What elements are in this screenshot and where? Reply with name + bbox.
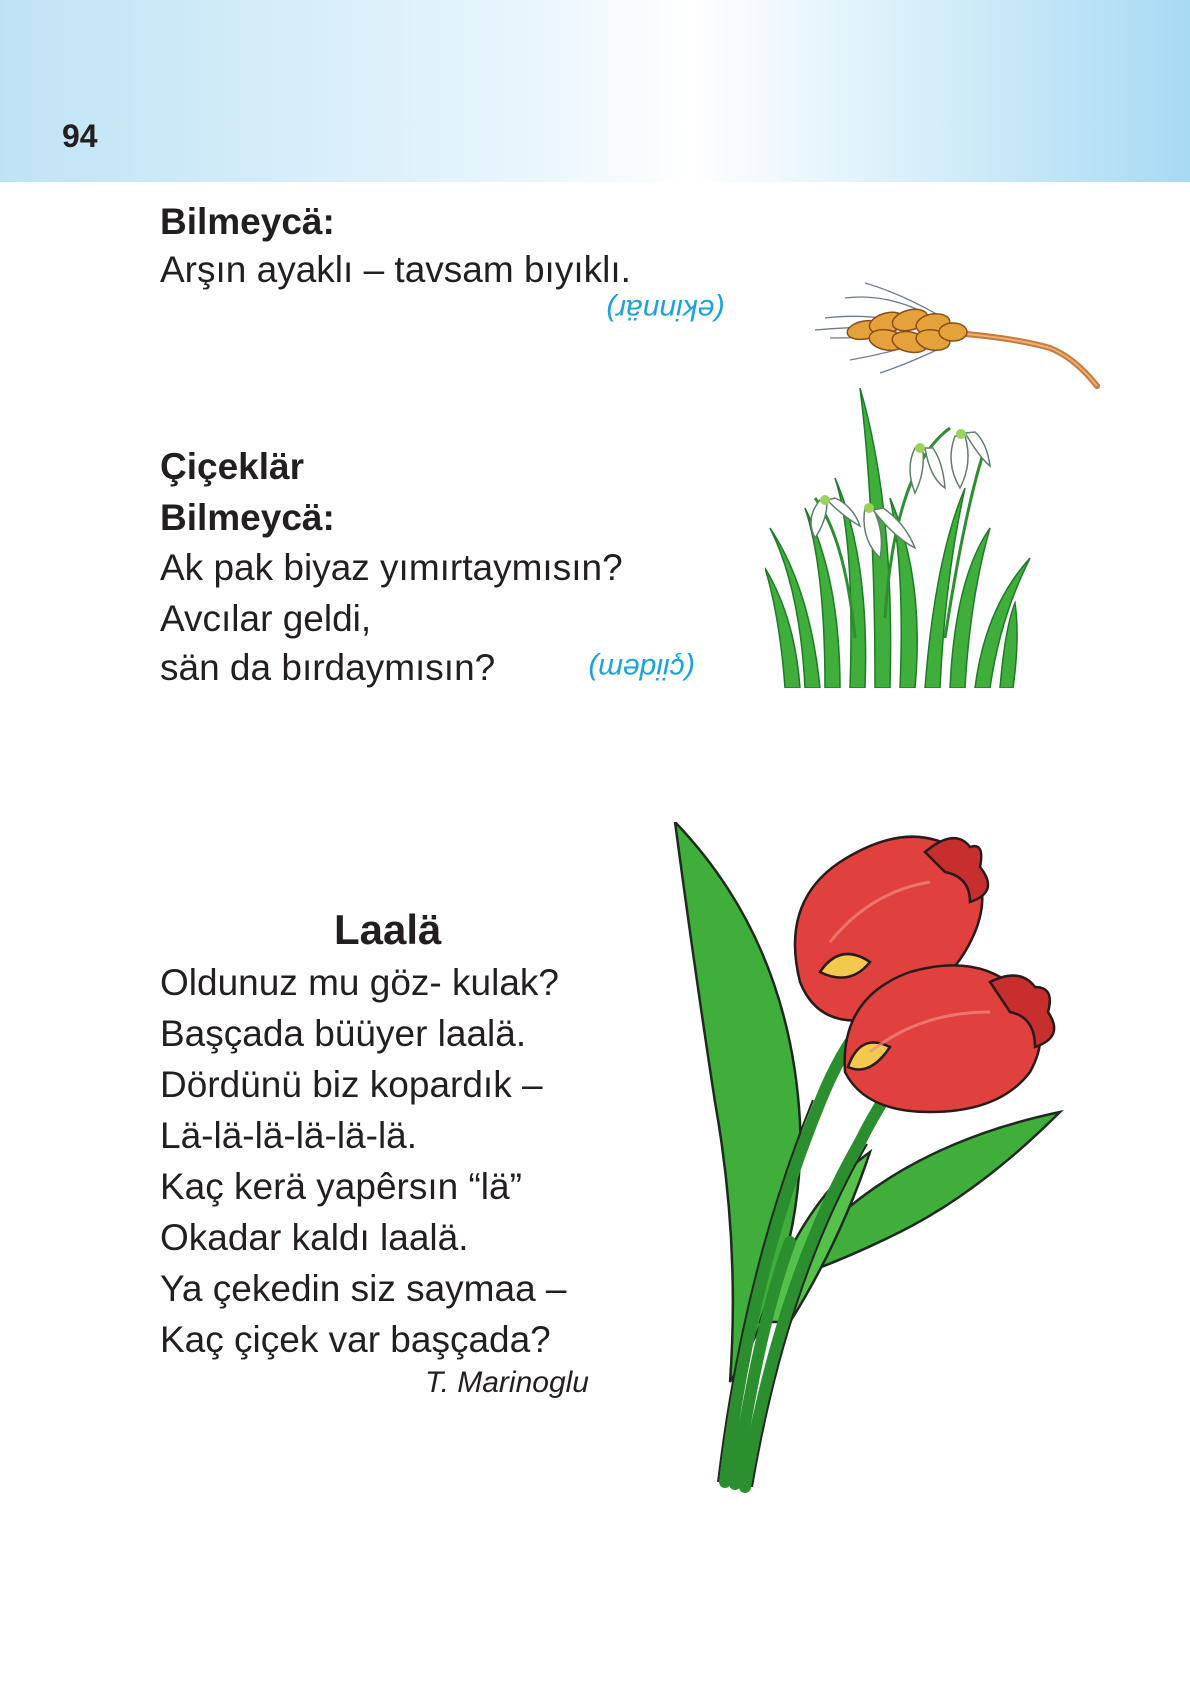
riddle-answer-upside-down: (ekinnär) (606, 293, 725, 326)
poem-line: Okadar kaldı laalä. (160, 1217, 469, 1258)
poem-line: Oldunuz mu göz- kulak? (160, 962, 559, 1003)
poem-line: Dördünü biz kopardık – (160, 1064, 543, 1105)
page-number: 94 (62, 118, 98, 154)
riddle-heading: Bilmeycä: (160, 201, 335, 242)
poem-line: Kaç kerä yapêrsın “lä” (160, 1166, 522, 1207)
page-header-band (0, 0, 1190, 182)
riddle-line: Avcılar geldi, (160, 598, 372, 639)
riddle-answer-upside-down: (çiidem) (588, 652, 695, 685)
wheat-ear-illustration (805, 268, 1105, 398)
poem-line: Lä-lä-lä-lä-lä-lä. (160, 1115, 418, 1156)
section-title: Çiçeklär (160, 446, 304, 487)
riddle-line: Arşın ayaklı – tavsam bıyıklı. (160, 249, 631, 290)
red-tulips-illustration (670, 822, 1140, 1507)
poem-title: Laalä (334, 906, 442, 953)
poem-line: Kaç çiçek var başçada? (160, 1319, 551, 1360)
riddle-line: Ak pak biyaz yımırtaymısın? (160, 547, 623, 588)
poem-line: Ya çekedin siz saymaa – (160, 1268, 567, 1309)
riddle-line: sän da bırdaymısın? (160, 647, 496, 688)
poem-line: Başçada büüyer laalä. (160, 1013, 527, 1054)
riddle-heading: Bilmeycä: (160, 497, 335, 538)
poem-author: T. Marinoglu (425, 1366, 589, 1399)
snowdrop-flowers-illustration (765, 388, 1035, 688)
